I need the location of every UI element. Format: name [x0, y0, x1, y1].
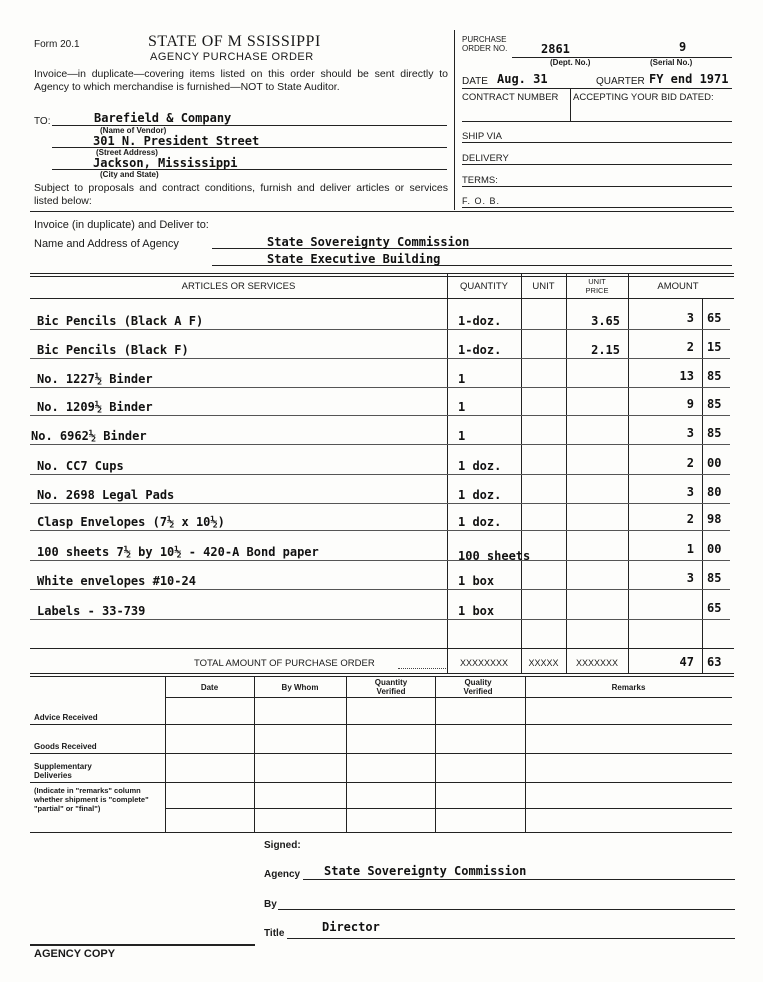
receipt-header-remarks: Remarks — [611, 683, 646, 692]
order-box-divider — [454, 30, 455, 210]
col-divider-amount — [628, 273, 629, 673]
vendor-street-label: (Street Address) — [96, 148, 158, 157]
item-quantity: 1 doz. — [458, 488, 502, 502]
total-label: TOTAL AMOUNT OF PURCHASE ORDER — [194, 658, 375, 669]
item-row-line — [30, 530, 730, 531]
ship-via-line — [462, 142, 732, 143]
total-top-line — [30, 648, 734, 649]
item-quantity: 1 — [458, 372, 466, 386]
col-divider-unit — [521, 273, 522, 673]
section-divider-1 — [30, 211, 734, 212]
item-article: Bic Pencils (Black A F) — [37, 314, 204, 328]
dept-label: (Dept. No.) — [550, 58, 591, 67]
item-amount-cents: 80 — [707, 485, 722, 499]
dept-number: 2861 — [541, 42, 570, 56]
instructions-text: Invoice—in duplicate—covering items listed on this order should be sent directly to Agency to which merchandise is furnished—NOT to State Auditor. — [34, 68, 448, 93]
sig-agency-label: Agency — [264, 869, 301, 880]
total-dollars: 47 — [679, 655, 694, 669]
item-unit-price: 3.65 — [591, 314, 620, 328]
agency-address: State Executive Building — [267, 252, 441, 266]
header-articles: ARTICLES OR SERVICES — [181, 281, 296, 292]
total-price-x: XXXXXXX — [575, 658, 619, 668]
item-amount-dollars: 13 — [679, 369, 694, 383]
item-row-line — [30, 415, 730, 416]
receipt-row-line-2 — [30, 753, 732, 754]
form-title: AGENCY PURCHASE ORDER — [150, 51, 314, 63]
receipt-header-by-whom: By Whom — [281, 683, 319, 692]
delivery-label: DELIVERY — [462, 153, 509, 164]
signed-label: Signed: — [264, 840, 301, 851]
item-article: Bic Pencils (Black F) — [37, 343, 189, 357]
quarter-label: QUARTER — [596, 76, 645, 87]
total-bottom-line — [30, 673, 734, 674]
ship-via-label: SHIP VIA — [462, 131, 502, 142]
item-amount-cents: 85 — [707, 369, 722, 383]
item-article: White envelopes #10-24 — [37, 574, 196, 588]
col-divider-cents — [702, 298, 703, 673]
vendor-name-label: (Name of Vendor) — [100, 126, 167, 135]
item-amount-cents: 85 — [707, 426, 722, 440]
item-article: No. CC7 Cups — [37, 459, 124, 473]
form-number: Form 20.1 — [34, 39, 80, 50]
fob-label: F. O. B. — [462, 196, 501, 206]
serial-label: (Serial No.) — [650, 58, 693, 67]
item-amount-dollars: 2 — [686, 456, 694, 470]
item-unit-price: 2.15 — [591, 343, 620, 357]
accepting-bid-label: ACCEPTING YOUR BID DATED: — [573, 92, 714, 103]
header-unit: UNIT — [532, 281, 555, 292]
header-quantity: QUANTITY — [459, 281, 509, 292]
item-amount-cents: 98 — [707, 512, 722, 526]
receipt-header-line — [165, 697, 732, 698]
item-row-line — [30, 589, 730, 590]
agency-copy-label: AGENCY COPY — [34, 948, 116, 960]
sig-agency-value: State Sovereignty Commission — [324, 864, 527, 878]
item-amount-dollars: 2 — [686, 512, 694, 526]
receipt-row-advice: Advice Received — [34, 713, 98, 722]
sig-agency-line — [303, 879, 735, 880]
item-amount-cents: 15 — [707, 340, 722, 354]
item-row-line — [30, 474, 730, 475]
agency-name: State Sovereignty Commission — [267, 235, 470, 249]
po-label: PURCHASE ORDER NO. — [462, 35, 508, 53]
item-row-line — [30, 560, 730, 561]
to-label: TO: — [34, 116, 51, 127]
sig-by-line — [278, 909, 735, 910]
item-quantity: 100 sheets — [458, 549, 531, 563]
item-quantity: 1-doz. — [458, 343, 502, 357]
item-article: No. 1209½ Binder — [37, 400, 153, 414]
item-article: Labels - 33-739 — [37, 604, 146, 618]
delivery-line — [462, 164, 732, 165]
receipt-header-date: Date — [200, 683, 219, 692]
footer-line — [30, 944, 255, 946]
item-amount-dollars: 9 — [686, 397, 694, 411]
total-qty-x: XXXXXXXX — [459, 658, 509, 668]
item-quantity: 1 doz. — [458, 459, 502, 473]
item-amount-cents: 65 — [707, 601, 722, 615]
receipt-bottom-line — [30, 832, 732, 833]
po-line — [512, 57, 732, 58]
vendor-city-label: (City and State) — [100, 170, 159, 179]
header-unit-price: UNIT PRICE — [585, 277, 609, 295]
item-quantity: 1 box — [458, 574, 495, 588]
invoice-deliver-label: Invoice (in duplicate) and Deliver to: — [34, 219, 209, 231]
receipt-row-line-1 — [30, 724, 732, 725]
item-amount-cents: 85 — [707, 397, 722, 411]
terms-line — [462, 186, 732, 187]
item-row-line — [30, 358, 730, 359]
item-article: Clasp Envelopes (7½ x 10½) — [37, 515, 225, 529]
item-amount-cents: 00 — [707, 456, 722, 470]
subject-text: Subject to proposals and contract conditions, furnish and deliver articles or services listed below: — [34, 182, 448, 207]
receipt-note: (Indicate in "remarks" column whether shipment is "complete" "partial" or "final") — [34, 786, 149, 813]
col-divider-qty — [447, 273, 448, 673]
item-article: 100 sheets 7½ by 10½ - 420-A Bond paper — [37, 545, 319, 559]
item-article: No. 2698 Legal Pads — [37, 488, 175, 502]
sig-title-value: Director — [322, 920, 380, 934]
item-amount-cents: 85 — [707, 571, 722, 585]
sig-by-label: By — [264, 899, 277, 910]
serial-number: 9 — [679, 40, 687, 54]
vendor-city: Jackson, Mississippi — [93, 156, 238, 170]
receipt-row-line-3 — [30, 782, 732, 783]
header-amount: AMOUNT — [657, 281, 699, 292]
receipt-header-quantity-verified: Quantity Verified — [374, 678, 408, 696]
receipt-row-supplementary: Supplementary Deliveries — [34, 762, 92, 780]
total-unit-x: XXXXX — [528, 658, 559, 668]
item-row-line — [30, 503, 730, 504]
receipt-header-quality-verified: Quality Verified — [463, 678, 493, 696]
item-row-line — [30, 329, 730, 330]
terms-label: TERMS: — [462, 175, 498, 186]
item-amount-cents: 00 — [707, 542, 722, 556]
item-row-line — [30, 387, 730, 388]
item-amount-dollars: 2 — [686, 340, 694, 354]
sig-title-label: Title — [264, 928, 285, 939]
vendor-street: 301 N. President Street — [93, 134, 260, 148]
contract-divider — [570, 89, 571, 122]
contract-line — [462, 121, 732, 122]
agency-address-label: Name and Address of Agency — [34, 238, 179, 250]
item-quantity: 1-doz. — [458, 314, 502, 328]
state-title: STATE OF M SSISSIPPI — [148, 33, 321, 50]
item-quantity: 1 doz. — [458, 515, 502, 529]
date-line — [462, 88, 732, 89]
item-quantity: 1 — [458, 400, 466, 414]
receipt-row-line-4 — [165, 808, 732, 809]
item-amount-dollars: 3 — [686, 485, 694, 499]
total-cents: 63 — [707, 655, 722, 669]
item-row-line — [30, 444, 730, 445]
item-row-line — [30, 619, 730, 620]
sig-title-line — [287, 938, 735, 939]
vendor-name: Barefield & Company — [94, 111, 232, 125]
item-article: No. 1227½ Binder — [37, 372, 153, 386]
fob-line — [462, 207, 732, 208]
item-article: No. 6962½ Binder — [31, 429, 147, 443]
total-leader — [398, 668, 446, 669]
quarter-value: FY end 1971 — [649, 72, 729, 86]
item-amount-dollars: 3 — [686, 311, 694, 325]
date-value: Aug. 31 — [497, 72, 548, 86]
item-quantity: 1 box — [458, 604, 495, 618]
date-label: DATE — [462, 76, 488, 87]
item-amount-dollars: 3 — [686, 426, 694, 440]
item-amount-dollars: 3 — [686, 571, 694, 585]
item-amount-cents: 65 — [707, 311, 722, 325]
item-quantity: 1 — [458, 429, 466, 443]
total-bottom-line-2 — [30, 676, 734, 677]
receipt-row-goods: Goods Received — [34, 742, 97, 751]
contract-number-label: CONTRACT NUMBER — [462, 92, 559, 103]
col-divider-price — [566, 273, 567, 673]
item-amount-dollars: 1 — [686, 542, 694, 556]
